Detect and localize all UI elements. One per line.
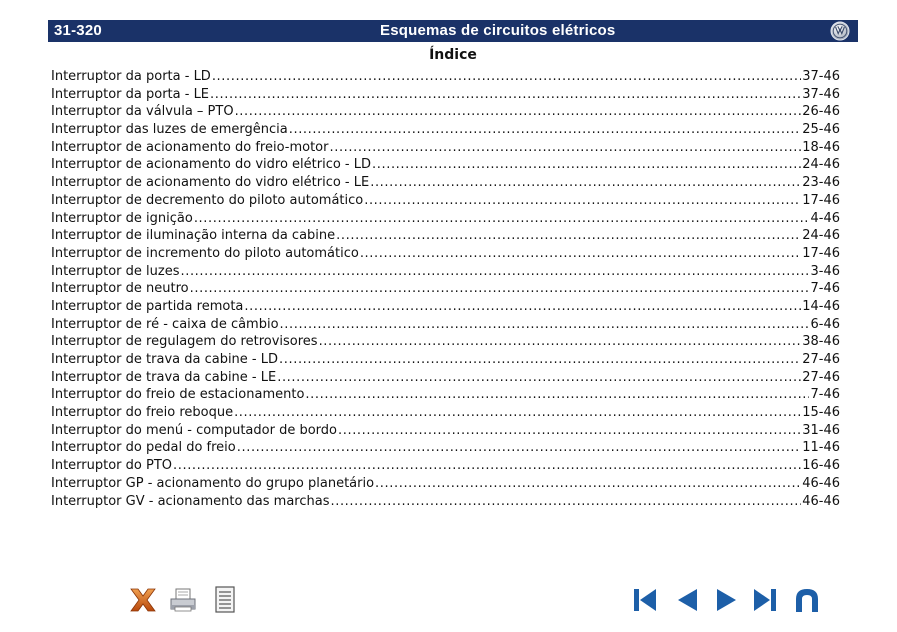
index-entry-page: 4-46 <box>810 210 840 226</box>
dot-leader <box>305 387 809 402</box>
first-page-icon[interactable] <box>630 585 660 615</box>
index-entry[interactable] <box>51 228 840 246</box>
index-entry-label: Interruptor de acionamento do vidro elétrico - LD <box>51 157 372 173</box>
index-entry-label: Interruptor do menú - computador de bordo <box>51 422 337 438</box>
index-entry-page: 38-46 <box>802 334 840 350</box>
index-entry-page: 6-46 <box>810 316 840 332</box>
index-entry[interactable] <box>51 317 840 335</box>
dot-leader <box>279 352 801 367</box>
index-entry-label: Interruptor de trava da cabine - LE <box>51 369 277 385</box>
index-entry[interactable] <box>51 87 840 105</box>
document-icon[interactable] <box>210 585 240 615</box>
dot-leader <box>330 494 801 509</box>
index-entry[interactable] <box>51 211 840 229</box>
index-entry-page: 24-46 <box>802 228 840 244</box>
vw-logo-icon <box>830 21 850 41</box>
dot-leader <box>329 140 801 155</box>
index-entry-label: Interruptor de incremento do piloto automático <box>51 245 359 261</box>
index-entry-page: 17-46 <box>802 245 840 261</box>
index-entry[interactable] <box>51 494 840 512</box>
index-entry-page: 15-46 <box>802 405 840 421</box>
dot-leader <box>289 122 801 137</box>
index-entry[interactable] <box>51 405 840 423</box>
dot-leader <box>372 157 801 172</box>
index-entry[interactable] <box>51 69 840 87</box>
index-entry-label: Interruptor do pedal do freio <box>51 440 236 456</box>
index-entry-label: Interruptor da porta - LD <box>51 69 211 84</box>
index-entry[interactable] <box>51 264 840 282</box>
index-entry-page: 27-46 <box>802 369 840 385</box>
index-entry-page: 26-46 <box>802 104 840 120</box>
index-entry-page: 7-46 <box>810 387 840 403</box>
dot-leader <box>280 317 810 332</box>
return-icon[interactable] <box>792 585 822 615</box>
index-entry[interactable] <box>51 423 840 441</box>
dot-leader <box>338 423 801 438</box>
index-entry-page: 37-46 <box>802 69 840 84</box>
index-entry-label: Interruptor de ignição <box>51 210 193 226</box>
index-entry-label: Interruptor da válvula – PTO <box>51 104 234 120</box>
last-page-icon[interactable] <box>750 585 780 615</box>
index-entry-page: 7-46 <box>810 281 840 297</box>
index-entry[interactable] <box>51 140 840 158</box>
index-entry-label: Interruptor GV - acionamento das marchas <box>51 493 330 509</box>
index-entry-label: Interruptor da porta - LE <box>51 86 210 102</box>
index-entry-page: 17-46 <box>802 192 840 208</box>
dot-leader <box>336 228 801 243</box>
index-entry[interactable] <box>51 458 840 476</box>
header-bar <box>48 20 858 42</box>
dot-leader <box>364 193 801 208</box>
index-entry-page: 18-46 <box>802 139 840 155</box>
index-entry-page: 27-46 <box>802 352 840 367</box>
index-entry[interactable] <box>51 352 840 370</box>
index-entry-label: Interruptor do PTO <box>51 458 172 474</box>
index-entry-page: 11-46 <box>802 440 840 456</box>
page-title: Esquemas de circuitos elétricos <box>380 22 616 39</box>
dot-leader <box>180 264 809 279</box>
dot-leader <box>360 246 801 261</box>
index-entry-label: Interruptor do freio de estacionamento <box>51 387 305 403</box>
section-code: 31-320 <box>54 22 102 39</box>
dot-leader <box>277 370 801 385</box>
index-entry-page: 16-46 <box>802 458 840 474</box>
index-entry[interactable] <box>51 104 840 122</box>
index-entry[interactable] <box>51 281 840 299</box>
dot-leader <box>234 405 801 420</box>
index-entry-label: Interruptor de neutro <box>51 281 189 297</box>
footer-toolbar <box>0 585 897 621</box>
dot-leader <box>173 458 801 473</box>
dot-leader <box>244 299 801 314</box>
index-entry-page: 25-46 <box>802 122 840 138</box>
index-entry[interactable] <box>51 175 840 193</box>
index-entry[interactable] <box>51 440 840 458</box>
dot-leader <box>212 69 801 84</box>
index-entry-label: Interruptor do freio reboque <box>51 405 234 421</box>
index-entry-page: 14-46 <box>802 298 840 314</box>
index-entry[interactable] <box>51 193 840 211</box>
index-entry[interactable] <box>51 157 840 175</box>
index-entry-label: Interruptor de acionamento do vidro elétrico - LE <box>51 175 370 191</box>
index-entry-label: Interruptor de regulagem do retrovisores <box>51 334 318 350</box>
index-heading: Índice <box>429 47 477 63</box>
dot-leader <box>370 175 801 190</box>
index-entry-label: Interruptor de decremento do piloto automático <box>51 192 364 208</box>
index-entry-label: Interruptor GP - acionamento do grupo planetário <box>51 475 375 491</box>
dot-leader <box>319 334 802 349</box>
index-entry-label: Interruptor de acionamento do freio-motor <box>51 139 329 155</box>
dot-leader <box>237 440 801 455</box>
index-list <box>51 69 840 511</box>
close-icon[interactable] <box>128 585 158 615</box>
index-entry-page: 23-46 <box>802 175 840 191</box>
index-entry-label: Interruptor de trava da cabine - LD <box>51 352 279 367</box>
index-entry[interactable] <box>51 122 840 140</box>
dot-leader <box>190 281 810 296</box>
index-entry-label: Interruptor de partida remota <box>51 298 244 314</box>
index-entry-page: 31-46 <box>802 422 840 438</box>
index-entry-page: 46-46 <box>802 493 840 509</box>
index-entry[interactable] <box>51 387 840 405</box>
dot-leader <box>194 211 810 226</box>
index-entry-label: Interruptor de iluminação interna da cabine <box>51 228 336 244</box>
previous-page-icon[interactable] <box>672 585 702 615</box>
index-entry-page: 3-46 <box>810 263 840 279</box>
dot-leader <box>210 87 801 102</box>
next-page-icon[interactable] <box>712 585 742 615</box>
index-entry[interactable] <box>51 476 840 494</box>
index-entry-page: 37-46 <box>802 86 840 102</box>
index-entry[interactable] <box>51 334 840 352</box>
index-entry-label: Interruptor das luzes de emergência <box>51 122 288 138</box>
index-entry[interactable] <box>51 370 840 388</box>
print-icon[interactable] <box>168 585 198 615</box>
index-entry-label: Interruptor de ré - caixa de câmbio <box>51 316 279 332</box>
index-entry-label: Interruptor de luzes <box>51 263 180 279</box>
index-entry[interactable] <box>51 246 840 264</box>
index-entry-page: 24-46 <box>802 157 840 173</box>
dot-leader <box>375 476 801 491</box>
index-entry[interactable] <box>51 299 840 317</box>
dot-leader <box>235 104 802 119</box>
index-entry-page: 46-46 <box>802 475 840 491</box>
